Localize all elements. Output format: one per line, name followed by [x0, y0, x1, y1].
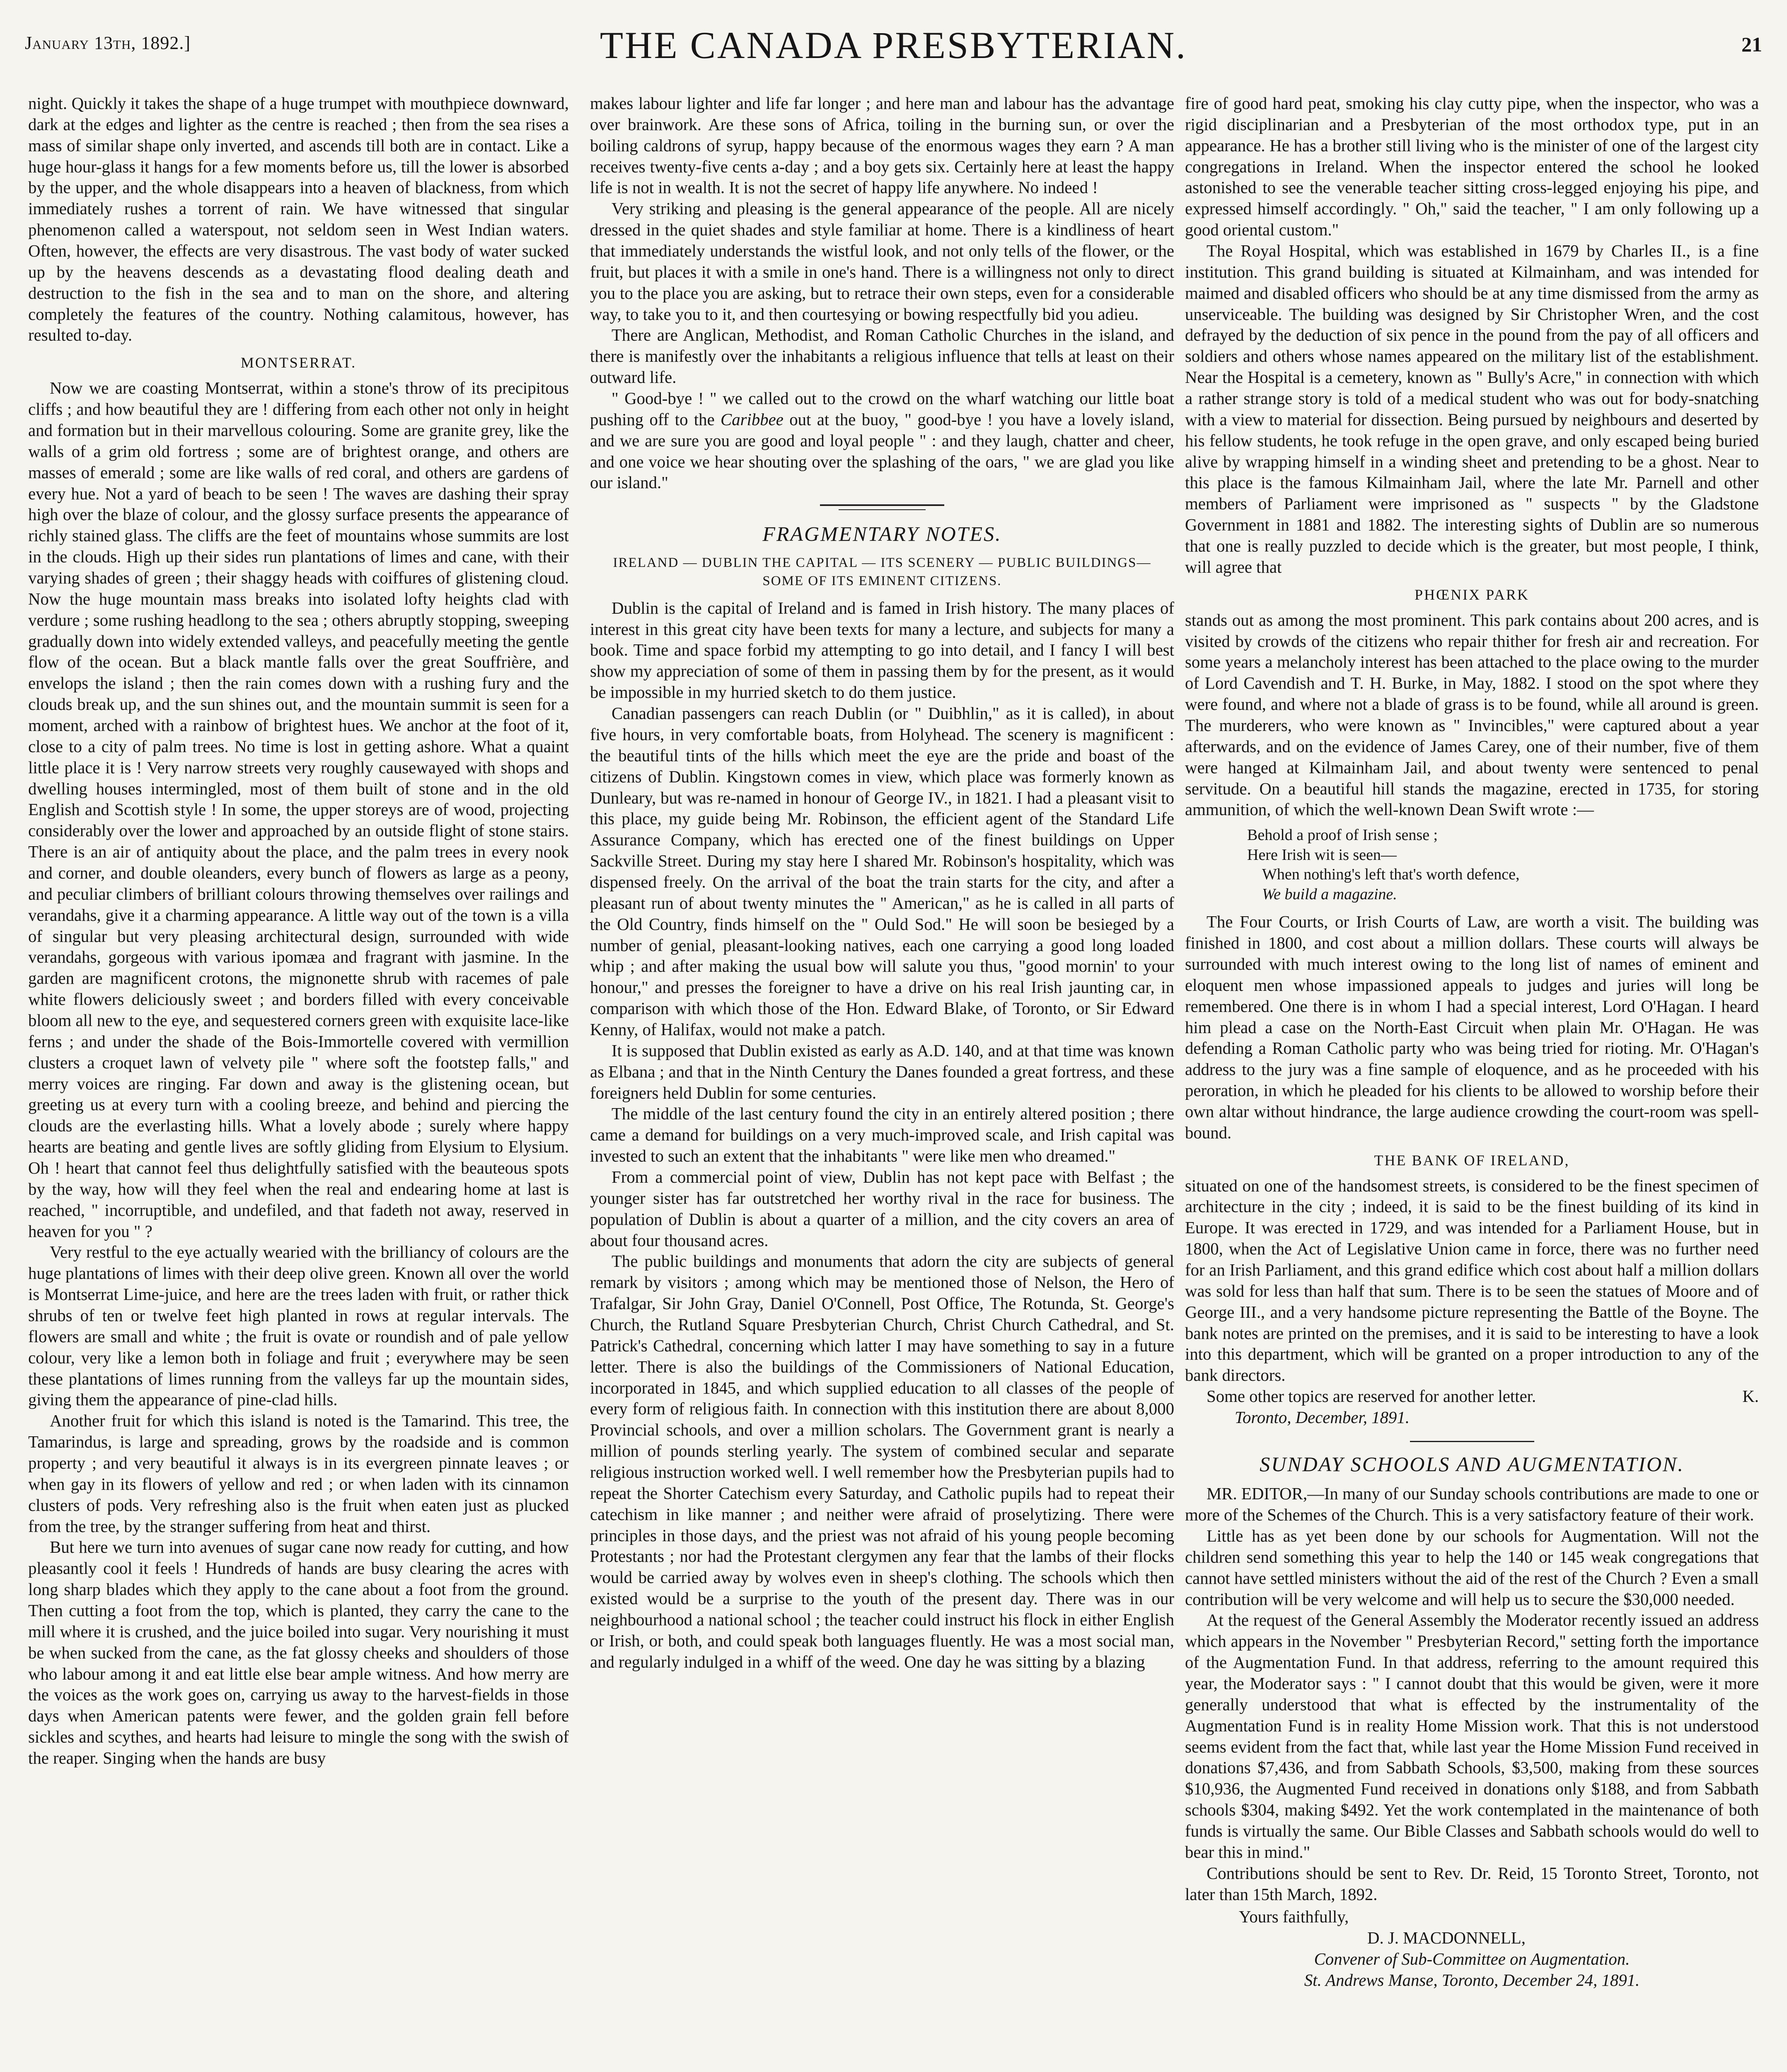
section-divider — [820, 504, 944, 510]
paragraph: The public buildings and monuments that adorn the city are subjects of general remark by visitors ; among which may be mentioned those of Nelson, the Hero of Trafalgar, Sir John Gray, Daniel O'Connell, Post Office, The Rotunda, St. George's Church, the Rutland Square Presbyterian Church, Christ Church Cathedral, and St. Patrick's Cathedral, concerning which latter I may have something to say in a future letter. There is also the buildings of the Commissioners of National Education, incorporated in 1845, and which supplied education to all classes of the people of every form of religious faith. In connection with this institution there are about 8,000 Provincial schools, and over a million scholars. The Government grant is nearly a million of pounds sterling yearly. The system of combined secular and separate religious instruction worked well. I well remember how the Presbyterian pupils had to repeat the Shorter Catechism every Saturday, and Catholic pupils had to repeat their catechism in like manner ; and neither were afraid of proselytizing. There were principles in those days, and the priest was not afraid of his young people becoming Protestants ; nor had the Protestant clergymen any fear that the lambs of their flocks would be carried away by wolves even in sheep's clothing. The schools which then existed would be a surprise to the youth of the present day. There was in our neighbourhood a national school ; the teacher could instruct his flock in either English or Irish, or both, and could speak both languages fluently. He was a most social man, and regularly indulged in a whiff of the weed. One day he was sitting by a blazing — [590, 1252, 1174, 1671]
section-divider — [1410, 1441, 1534, 1442]
paragraph: From a commercial point of view, Dublin has not kept pace with Belfast ; the younger sister has far outstretched her worthy rival in the race for business. The population of Dublin is about a quarter of a million, and the city covers an area of about four thousand acres. — [590, 1167, 1174, 1250]
article-title-fragmentary-notes: FRAGMENTARY NOTES. — [762, 522, 1002, 546]
paragraph: makes labour lighter and life far longer ; and here man and labour has the advantage over brainwork. Are these sons of Africa, toiling in the burning sun, or over the boiling caldrons of syrup, happy because of the enormous wages they earn ? A man receives twenty-five cents a-day ; and a boy gets six. Certainly here at least the happy life is not in wealth. It is not the secret of happy life anywhere. No indeed ! — [590, 94, 1174, 197]
column-2 — [590, 93, 1174, 2072]
signatory-title: Convener of Sub-Committee on Augmentation. — [1314, 1950, 1630, 1969]
paragraph: Canadian passengers can reach Dublin (or " Duibhlin," as it is called), in about five hours, in very comfortable boats, from Holyhead. The scenery is magnificent : the beautiful tints of the hills which meet the eye are the pride and boast of the citizens of Dublin. Kingstown comes in view, which place was formerly known as Dunleary, but was re-named in honour of George IV., in 1821. I had a pleasant visit to this place, my guide being Mr. Robinson, the efficient agent of the Standard Life Assurance Company, which has erected one of the finest buildings on Upper Sackville Street. During my stay here I shared Mr. Robinson's hospitality, which was dispensed freely. On the arrival of the boat the train starts for the city, and after a pleasant run of about twenty minutes the " American," as he is called in all parts of the Old Country, finds himself on the " Ould Sod." He will soon be besieged by a number of genial, pleasant-looking natives, each one carrying a good long loaded whip ; and after making the usual bow will salute you thus, "good mornin' to your honour," and presses the foreigner to have a drive on his real Irish jaunting car, in comparison with which those of the Hon. Edward Blake, of Toronto, or Sir Edward Kenny, of Halifax, would not make a patch. — [590, 704, 1174, 1039]
paragraph: Another fruit for which this island is noted is the Tamarind. This tree, the Tamarindus, is large and spreading, grows by the roadside and is common property ; and very beautiful it always is in its evergreen pinnate leaves ; or when gay in its flowers of yellow and red ; or when laden with its cinnamon clusters of pods. Very refreshing also is the fruit when eaten just as plucked from the tree, by the stranger suffering from heat and thirst. — [28, 1411, 569, 1536]
paragraph: The middle of the last century found the city in an entirely altered position ; there came a demand for buildings on a very much-improved scale, and Irish capital was invested to such an extent that the inhabitants " were like men who dreamed." — [590, 1104, 1174, 1166]
masthead-title: THE CANADA PRESBYTERIAN. — [600, 24, 1187, 66]
paragraph: situated on one of the handsomest streets, is considered to be the finest specimen of architecture in the city ; indeed, it is said to be the finest building of its kind in Europe. It was erected in 1729, and was intended for a Parliament House, but in 1800, when the Act of Legislative Union came in force, there was no further need for an Irish Parliament, and this grand edifice which cost about half a million dollars was sold for less than half that sum. There is to be seen the statues of Moore and of George III., and a very handsome picture representing the Battle of the Boyne. The bank notes are printed on the premises, and it is said to be interesting to have a look into this department, which will be granted on a proper introduction to any of the bank directors. — [1185, 1176, 1759, 1385]
text-run: out at the buoy, " good-bye ! you have a lovely island, and we are sure you are good and loyal people " : and they laugh, chatter and cheer, and one voice we hear shouting over the splashing of the oars, " we are glad you like our island." — [590, 410, 1174, 492]
text-run: " Good-bye ! " we called out to the crowd on the wharf watching our little boat pushing off to the — [590, 389, 1174, 429]
column-3 — [1185, 93, 1759, 2072]
paragraph: Little has as yet been done by our schools for Augmentation. Will not the children send something this year to help the 140 or 145 weak congregations that cannot have settled ministers without the aid of the rest of the Church ? Even a small contribution will be very welcome and will help us to secure the $30,000 needed. — [1185, 1526, 1759, 1609]
ship-name: Caribbee — [721, 410, 783, 429]
paragraph: The Royal Hospital, which was established in 1679 by Charles II., is a fine institution. This grand building is situated at Kilmainham, and was intended for maimed and disabled officers who should be at any time dismissed from the army as unserviceable. The building was designed by Sir Christopher Wren, and the cost defrayed by the deduction of six pence in the pound from the pay of all officers and soldiers and others whose names appeared on the military list of the establishment. Near the Hospital is a cemetery, known as " Bully's Acre," in connection with which a rather strange story is told of a medical student who was out for body-snatching with a view to material for dissection. Being pursued by neighbours and deserted by his fellow students, he took refuge in the open grave, and only escaped being buried alive by wrapping himself in a winding sheet and pretending to be a ghost. Near to this place is the famous Kilmainham Jail, where the late Mr. Parnell and other members of Parliament were imprisoned as " suspects " by the Gladstone Government in 1881 and 1882. The interesting sights of Dublin are so numerous that one is really puzzled to decide which is the greater, but most people, I think, will agree that — [1185, 242, 1759, 576]
paragraph: It is supposed that Dublin existed as early as A.D. 140, and at that time was known as Elbana ; and that in the Ninth Century the Danes founded a great fortress, and these foreigners held Dublin for some centuries. — [590, 1041, 1174, 1102]
issue-date: January 13th, 1892.] — [25, 33, 191, 53]
paragraph: Contributions should be sent to Rev. Dr. Reid, 15 Toronto Street, Toronto, not later than 15th March, 1892. — [1185, 1864, 1759, 1904]
signature-block — [1185, 1907, 1759, 1991]
section-heading-montserrat: MONTSERRAT. — [240, 354, 357, 371]
paragraph: The Four Courts, or Irish Courts of Law, are worth a visit. The building was finished in 1800, and cost about a million dollars. These courts will always be surrounded with much interest owing to the long list of names of eminent and eloquent men whose impassioned appeals to judges and juries will long be remembered. One there is in whom I had a special interest, Lord O'Hagan. I heard him plead a case on the North-East Circuit when plain Mr. O'Hagan. He was defending a Roman Catholic party who was being tried for rioting. Mr. O'Hagan's address to the jury was a fine sample of eloquence, and as he proceeded with his peroration, in which he pleaded for his clients to be allowed to worship before their own altar without hindrance, the large audience crowding the court-room was spell-bound. — [1185, 913, 1759, 1142]
page-number: 21 — [1741, 33, 1762, 56]
dateline: Toronto, December, 1891. — [1235, 1408, 1410, 1427]
paragraph: There are Anglican, Methodist, and Roman Catholic Churches in the island, and there is manifestly over the inhabitants a religious influence that tells at least on their outward life. — [590, 326, 1174, 387]
paragraph: fire of good hard peat, smoking his clay cutty pipe, when the inspector, who was a rigid disciplinarian and a Presbyterian of the most orthodox type, put in an appearance. He has a brother still living who is the minister of one of the largest city congregations in Ireland. When the inspector entered the school he looked astonished to see the venerable teacher sitting cross-legged enjoying his pipe, and expressed himself accordingly. " Oh," said the teacher, " I am only following up a good oriental custom." — [1185, 94, 1759, 240]
paragraph: Very striking and pleasing is the general appearance of the people. All are nicely dressed in the quiet shades and style familiar at home. There is a kindliness of heart that immediately understands the wistful look, and not only tells of the flower, or the fruit, but places it with a smile in one's hand. There is a willingness not only to direct you to the place you are asking, but to retrace their own steps, even for a considerable way, to take you to it, and then courtesying or bowing respectfully bid you adieu. — [590, 199, 1174, 324]
poem-line: We build a magazine. — [1262, 885, 1397, 903]
paragraph: At the request of the General Assembly the Moderator recently issued an address which appears in the November " Presbyterian Record," setting forth the importance of the Augmentation Fund. In that address, referring to the amount required this year, the Moderator says : " I cannot doubt that this would be given, were it more generally understood that what is effected by the instrumentality of the Augmentation Fund is in reality Home Mission work. That this is not understood seems evident from the fact that, while last year the Home Mission Fund received in donations $7,436, and from Sabbath Schools, $3,500, making from these sources $10,936, the Augmented Fund received in donations only $188, and from Sabbath schools $304, making $492. Yet the work contemplated in the maintenance of both funds is virtually the same. Our Bible Classes and Sabbath schools would do well to bear this in mind." — [1185, 1611, 1759, 1861]
closing: Yours faithfully, — [1239, 1907, 1349, 1927]
signature: D. J. MACDONNELL, — [1367, 1929, 1526, 1948]
paragraph: Now we are coasting Montserrat, within a stone's throw of its precipitous cliffs ; and how beautiful they are ! differing from each other not only in height and formation but in their marvellous colouring. Some are granite grey, like the walls of a grim old fortress ; some are of brightest orange, and others are masses of emerald ; some are like walls of red coral, and others are gardens of every hue. Not a yard of beach to be seen ! The waves are dashing their spray high over the blaze of colour, and the glossy surface presents the appearance of richly stained glass. The cliffs are the feet of mountains whose summits are lost in the clouds. High up their sides run plantations of limes and cane, with their varying shades of green ; their shaggy heads with coiffures of glistening cloud. Now the huge mountain mass breaks into isolated lofty heights clad with verdure ; some rushing headlong to the sea ; others abruptly stopping, sweeping gradually down into widely extended valleys, and peacefully meeting the gentle flow of the ocean. But a black mantle falls over the great Souffrière, and envelops the island ; then the rain comes down with a rushing fury and the clouds break up, and the sun shines out, and the mountain summit is seen for a moment, arched with a rainbow of brightest hues. We anchor at the foot of it, close to a city of palm trees. No time is lost in getting ashore. What a quaint little place it is ! Very narrow streets very roughly causewayed with shops and dwelling houses intermingled, most of them built of stone and in the old English and Scottish style ! In some, the upper storeys are of wood, projecting considerably over the lower and approached by an outside flight of stone stairs. There is an air of antiquity about the place, and the palm trees in every nook and corner, and double oleanders, every bunch of flowers as large as a peony, and peculiar climbers of brilliant colours throwing themselves over railings and verandahs, give it a charming appearance. A little way out of the town is a villa of singular but very pleasing architectural design, surrounded with wide verandahs, gorgeous with various ipomæa and fragrant with jasmine. In the garden are magnificent crotons, the mignonette shrub with racemes of pale white flowers deliciously sweet ; and borders filled with every conceivable bloom all new to the eye, and sequestered corners green with exquisite lace-like ferns ; and under the shade of the Bois-Immortelle covered with vermillion clusters a croquet lawn of velvety pile " where soft the footstep falls," and merry voices are ringing. Far down and away is the glistening ocean, but greeting us at every turn with a cooling breeze, and behind and piercing the clouds are the everlasting hills. What a lovely abode ; surely where happy hearts are beating and gentle lives are softly gliding from Elysium to Elysium. Oh ! heart that cannot feel thus delightfully satisfied with the beauteous spots by the way, how will they feel when the real and endearing home at last is reached, " incorruptible, and undefiled, and that fadeth not away, reserved in heaven for you " ? — [28, 379, 569, 1241]
paragraph: stands out as among the most prominent. This park contains about 200 acres, and is visited by crowds of the citizens who repair thither for fresh air and recreation. For some years a melancholy interest has been attached to the place owing to the murder of Lord Cavendish and T. H. Burke, in May, 1882. I stood on the spot where they were found, and where not a blade of grass is to be found, while all around is green. The murderers, who were known as " Invincibles," were captured about a year afterwards, and on the evidence of James Carey, one of their number, five of them were hanged at Kilmainham Jail, and about twenty were sentenced to penal servitude. On a beautiful hill stands the magazine, erected in 1735, for storing ammunition, of which the well-known Dean Swift wrote :— — [1185, 610, 1759, 819]
paragraph: MR. EDITOR,—In many of our Sunday schools contributions are made to one or more of the Schemes of the Church. This is a very satisfactory feature of their work. — [1185, 1484, 1759, 1525]
section-heading-bank-of-ireland: THE BANK OF IRELAND, — [1374, 1152, 1570, 1169]
paragraph — [590, 388, 1174, 494]
page-header — [25, 0, 1762, 79]
column-1 — [28, 93, 569, 2072]
closing-text: Some other topics are reserved for another letter. — [1207, 1387, 1536, 1406]
signatory-place: St. Andrews Manse, Toronto, December 24, 1891. — [1304, 1971, 1640, 1990]
author-initial: K. — [1742, 1387, 1759, 1406]
paragraph: But here we turn into avenues of sugar cane now ready for cutting, and how pleasantly cool it feels ! Hundreds of hands are busy clearing the acres with long sharp blades which they apply to the cane about a foot from the ground. Then cutting a foot from the top, which is planted, they carry the cane to the mill where it is crushed, and the juice boiled into sugar. Very nourishing it must be when sucked from the cane, as the fat glossy cheeks and shoulders of those who labour among it and eat little else bear ample witness. And how merry are the voices as the work goes on, carrying us away to the harvest-fields in those days when American patents were fewer, and the golden grain fell before sickles and scythes, and hearts had leisure to mingle the song with the swish of the reaper. Singing when the hands are busy — [28, 1538, 569, 1768]
article-subhead: IRELAND — DUBLIN THE CAPITAL — ITS SCENERY — PUBLIC BUILDINGS—SOME OF ITS EMINENT CITIZENS. — [613, 555, 1151, 589]
section-heading-phoenix-park: PHŒNIX PARK — [1415, 586, 1529, 603]
poem — [1247, 825, 1759, 904]
poem-line: Behold a proof of Irish sense ; — [1247, 826, 1438, 844]
paragraph: Very restful to the eye actually wearied with the brilliancy of colours are the huge plantations of limes with their deep olive green. Known all over the world is Montserrat Lime-juice, and here are the trees laden with fruit, or rather thick shrubs of ten or twelve feet high planted in rows at regular intervals. The flowers are small and white ; the fruit is ovate or roundish and of pale yellow colour, very like a lemon both in foliage and fruit ; everywhere may be seen these plantations of limes running from the valleys far up the mountain sides, giving them the appearance of pine-clad hills. — [28, 1243, 569, 1409]
poem-line: Here Irish wit is seen— — [1247, 846, 1397, 864]
poem-line: When nothing's left that's worth defence, — [1262, 866, 1520, 884]
letter-signoff — [1185, 1386, 1759, 1407]
paragraph: night. Quickly it takes the shape of a huge trumpet with mouthpiece downward, dark at the edges and lighter as the centre is reached ; then from the sea rises a mass of similar shape only inverted, and ascends till both are in contact. Like a huge hour-glass it hangs for a few moments before us, till the lower is absorbed by the upper, and the whole disappears into a heaven of blackness, from which immediately rushes a torrent of rain. We have witnessed that singular phenomenon called a waterspout, not seldom seen in West Indian waters. Often, however, the effects are very disastrous. The vast body of water sucked up by the heavens descends as a devastating flood dealing death and destruction to the fish in the sea and to man on the shore, and altering completely the features of the country. Nothing calamitous, however, has resulted to-day. — [28, 94, 569, 345]
article-title-sunday-schools: SUNDAY SCHOOLS AND AUGMENTATION. — [1260, 1452, 1684, 1476]
paragraph: Dublin is the capital of Ireland and is famed in Irish history. The many places of interest in this great city have been texts for many a lecture, and subjects for many a book. Time and space forbid my attempting to go into detail, and I fancy I will best show my appreciation of some of them in passing them by for the present, as it would be impossible in my hurried sketch to do them justice. — [590, 598, 1174, 702]
